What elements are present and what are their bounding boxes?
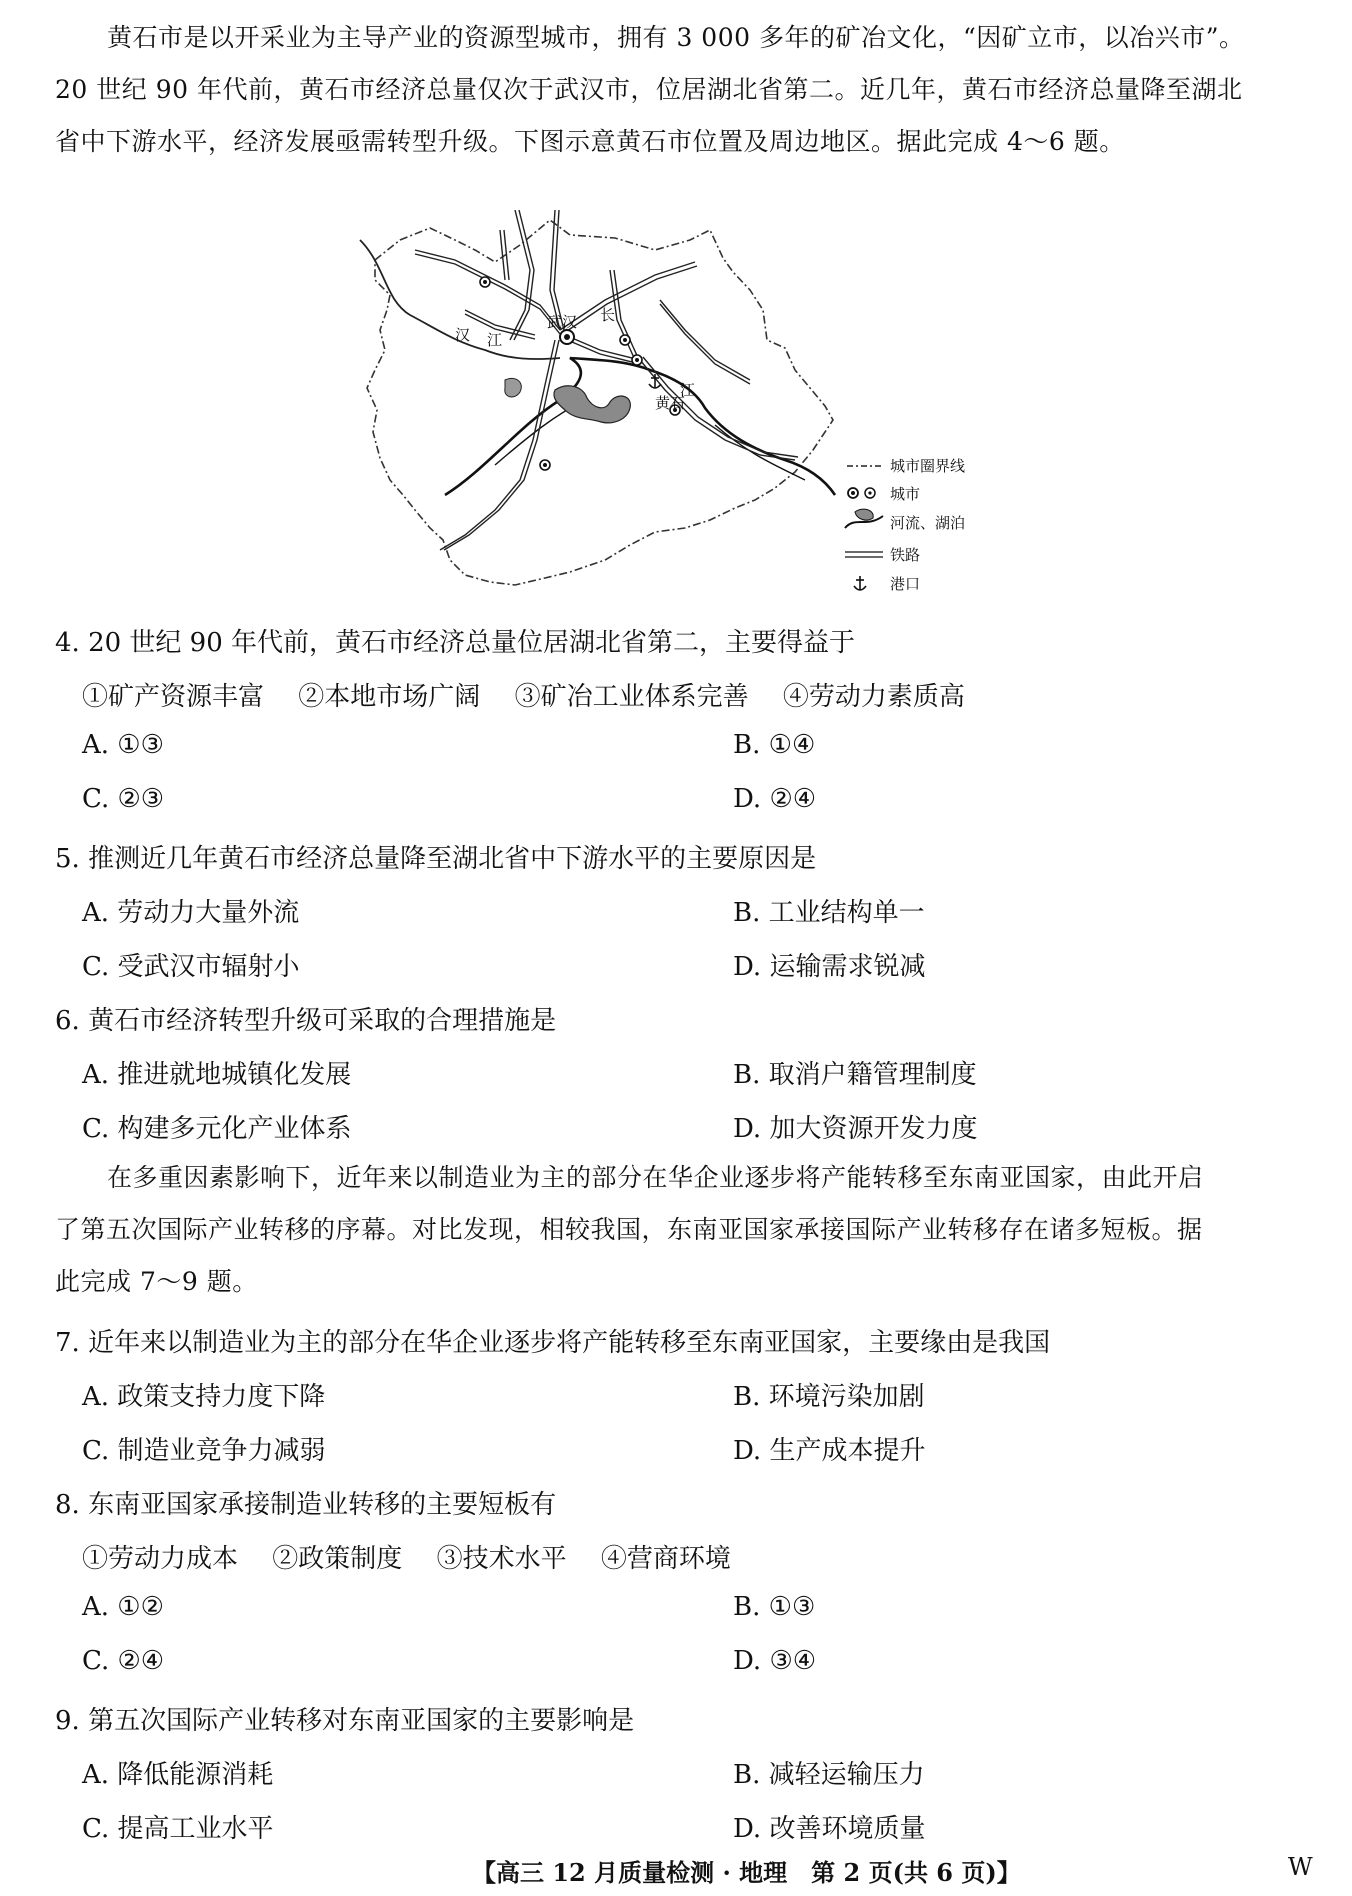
q4-option-d[interactable]: D. ②④ <box>733 784 817 814</box>
footer-version-mark: W <box>1288 1853 1313 1881</box>
q5-option-a[interactable]: A. 劳动力大量外流 <box>82 898 300 928</box>
q6-option-c[interactable]: C. 构建多元化产业体系 <box>82 1114 352 1144</box>
city-circle-icon <box>848 488 875 498</box>
q4-item: ①矿产资源丰富 <box>82 682 265 712</box>
question-9-stem: 9. 第五次国际产业转移对东南亚国家的主要影响是 <box>55 1706 635 1736</box>
q7-option-c[interactable]: C. 制造业竞争力减弱 <box>82 1436 326 1466</box>
question-7-stem: 7. 近年来以制造业为主的部分在华企业逐步将产能转移至东南亚国家，主要缘由是我国 <box>55 1328 1051 1358</box>
q4-option-c[interactable]: C. ②③ <box>82 784 165 814</box>
q6-option-d[interactable]: D. 加大资源开发力度 <box>733 1114 978 1144</box>
q9-option-d[interactable]: D. 改善环境质量 <box>733 1814 926 1844</box>
intro-passage-1 <box>55 12 1310 168</box>
q8-item: ②政策制度 <box>272 1544 403 1574</box>
railway-lines <box>415 210 798 550</box>
railway-icon <box>845 552 883 557</box>
intro-line: 黄石市是以开采业为主导产业的资源型城市，拥有 3 000 多年的矿冶文化，“因矿立市，以冶兴市”。 <box>107 23 1245 52</box>
label-huangshi: 黄石 <box>655 394 686 412</box>
q8-option-a[interactable]: A. ①② <box>82 1592 164 1622</box>
question-8-items <box>82 1538 757 1575</box>
q4-item: ④劳动力素质高 <box>782 682 965 712</box>
label-hanjiang-2: 江 <box>487 331 503 349</box>
q9-option-c[interactable]: C. 提高工业水平 <box>82 1814 274 1844</box>
q7-option-a[interactable]: A. 政策支持力度下降 <box>82 1382 326 1412</box>
q8-option-d[interactable]: D. ③④ <box>733 1646 817 1676</box>
label-hanjiang-1: 汉 <box>455 326 471 344</box>
yangtze-river <box>445 358 835 495</box>
intro-passage-2 <box>55 1152 1310 1308</box>
q8-item: ③技术水平 <box>436 1544 567 1574</box>
legend-port: 港口 <box>890 575 921 593</box>
river-lake-icon <box>845 509 883 528</box>
legend-city: 城市 <box>890 485 921 503</box>
question-8-stem: 8. 东南亚国家承接制造业转移的主要短板有 <box>55 1490 557 1520</box>
intro-line: 20 世纪 90 年代前，黄石市经济总量仅次于武汉市，位居湖北省第二。近几年，黄石市经济总量降至湖北 <box>55 75 1243 104</box>
q6-option-b[interactable]: B. 取消户籍管理制度 <box>733 1060 977 1090</box>
intro-line: 了第五次国际产业转移的序幕。对比发现，相较我国，东南亚国家承接国际产业转移存在诸多短板。据 <box>55 1215 1203 1244</box>
q9-option-b[interactable]: B. 减轻运输压力 <box>733 1760 925 1790</box>
question-4-stem: 4. 20 世纪 90 年代前，黄石市经济总量位居湖北省第二，主要得益于 <box>55 628 856 658</box>
q6-option-a[interactable]: A. 推进就地城镇化发展 <box>82 1060 352 1090</box>
question-5-stem: 5. 推测近几年黄石市经济总量降至湖北省中下游水平的主要原因是 <box>55 844 817 874</box>
q5-option-c[interactable]: C. 受武汉市辐射小 <box>82 952 300 982</box>
map-svg <box>355 210 1005 595</box>
label-changjiang-1: 长 <box>600 306 616 324</box>
q4-item: ②本地市场广阔 <box>298 682 481 712</box>
q5-option-d[interactable]: D. 运输需求锐减 <box>733 952 926 982</box>
q8-item: ①劳动力成本 <box>82 1544 239 1574</box>
intro-line: 此完成 7～9 题。 <box>55 1267 258 1296</box>
q7-option-b[interactable]: B. 环境污染加剧 <box>733 1382 925 1412</box>
anchor-icon <box>854 576 866 590</box>
lake-shape <box>554 386 630 423</box>
q4-option-a[interactable]: A. ①③ <box>82 730 164 760</box>
q8-option-c[interactable]: C. ②④ <box>82 1646 165 1676</box>
q4-option-b[interactable]: B. ①④ <box>733 730 816 760</box>
map-legend <box>845 457 965 593</box>
legend-river-lake: 河流、湖泊 <box>890 514 966 532</box>
legend-boundary: 城市圈界线 <box>890 457 966 475</box>
q9-option-a[interactable]: A. 降低能源消耗 <box>82 1760 274 1790</box>
intro-line: 在多重因素影响下，近年来以制造业为主的部分在华企业逐步将产能转移至东南亚国家，由此开启 <box>107 1163 1204 1192</box>
q8-option-b[interactable]: B. ①③ <box>733 1592 816 1622</box>
q4-item: ③矿冶工业体系完善 <box>514 682 749 712</box>
location-map <box>355 210 1005 595</box>
q7-option-d[interactable]: D. 生产成本提升 <box>733 1436 926 1466</box>
question-6-stem: 6. 黄石市经济转型升级可采取的合理措施是 <box>55 1006 557 1036</box>
question-4-items <box>82 676 991 713</box>
label-wuhan: 武汉 <box>547 313 578 331</box>
label-changjiang-2: 江 <box>680 381 696 399</box>
q5-option-b[interactable]: B. 工业结构单一 <box>733 898 925 928</box>
legend-railway: 铁路 <box>890 546 921 564</box>
intro-line: 省中下游水平，经济发展亟需转型升级。下图示意黄石市位置及周边地区。据此完成 4～6 题。 <box>55 127 1125 156</box>
footer-page-info: 【高三 12 月质量检测 · 地理 第 2 页(共 6 页)】 <box>472 1858 1021 1887</box>
q8-item: ④营商环境 <box>600 1544 731 1574</box>
city-circle-boundary <box>367 220 833 585</box>
city-wuhan-marker <box>560 330 574 344</box>
